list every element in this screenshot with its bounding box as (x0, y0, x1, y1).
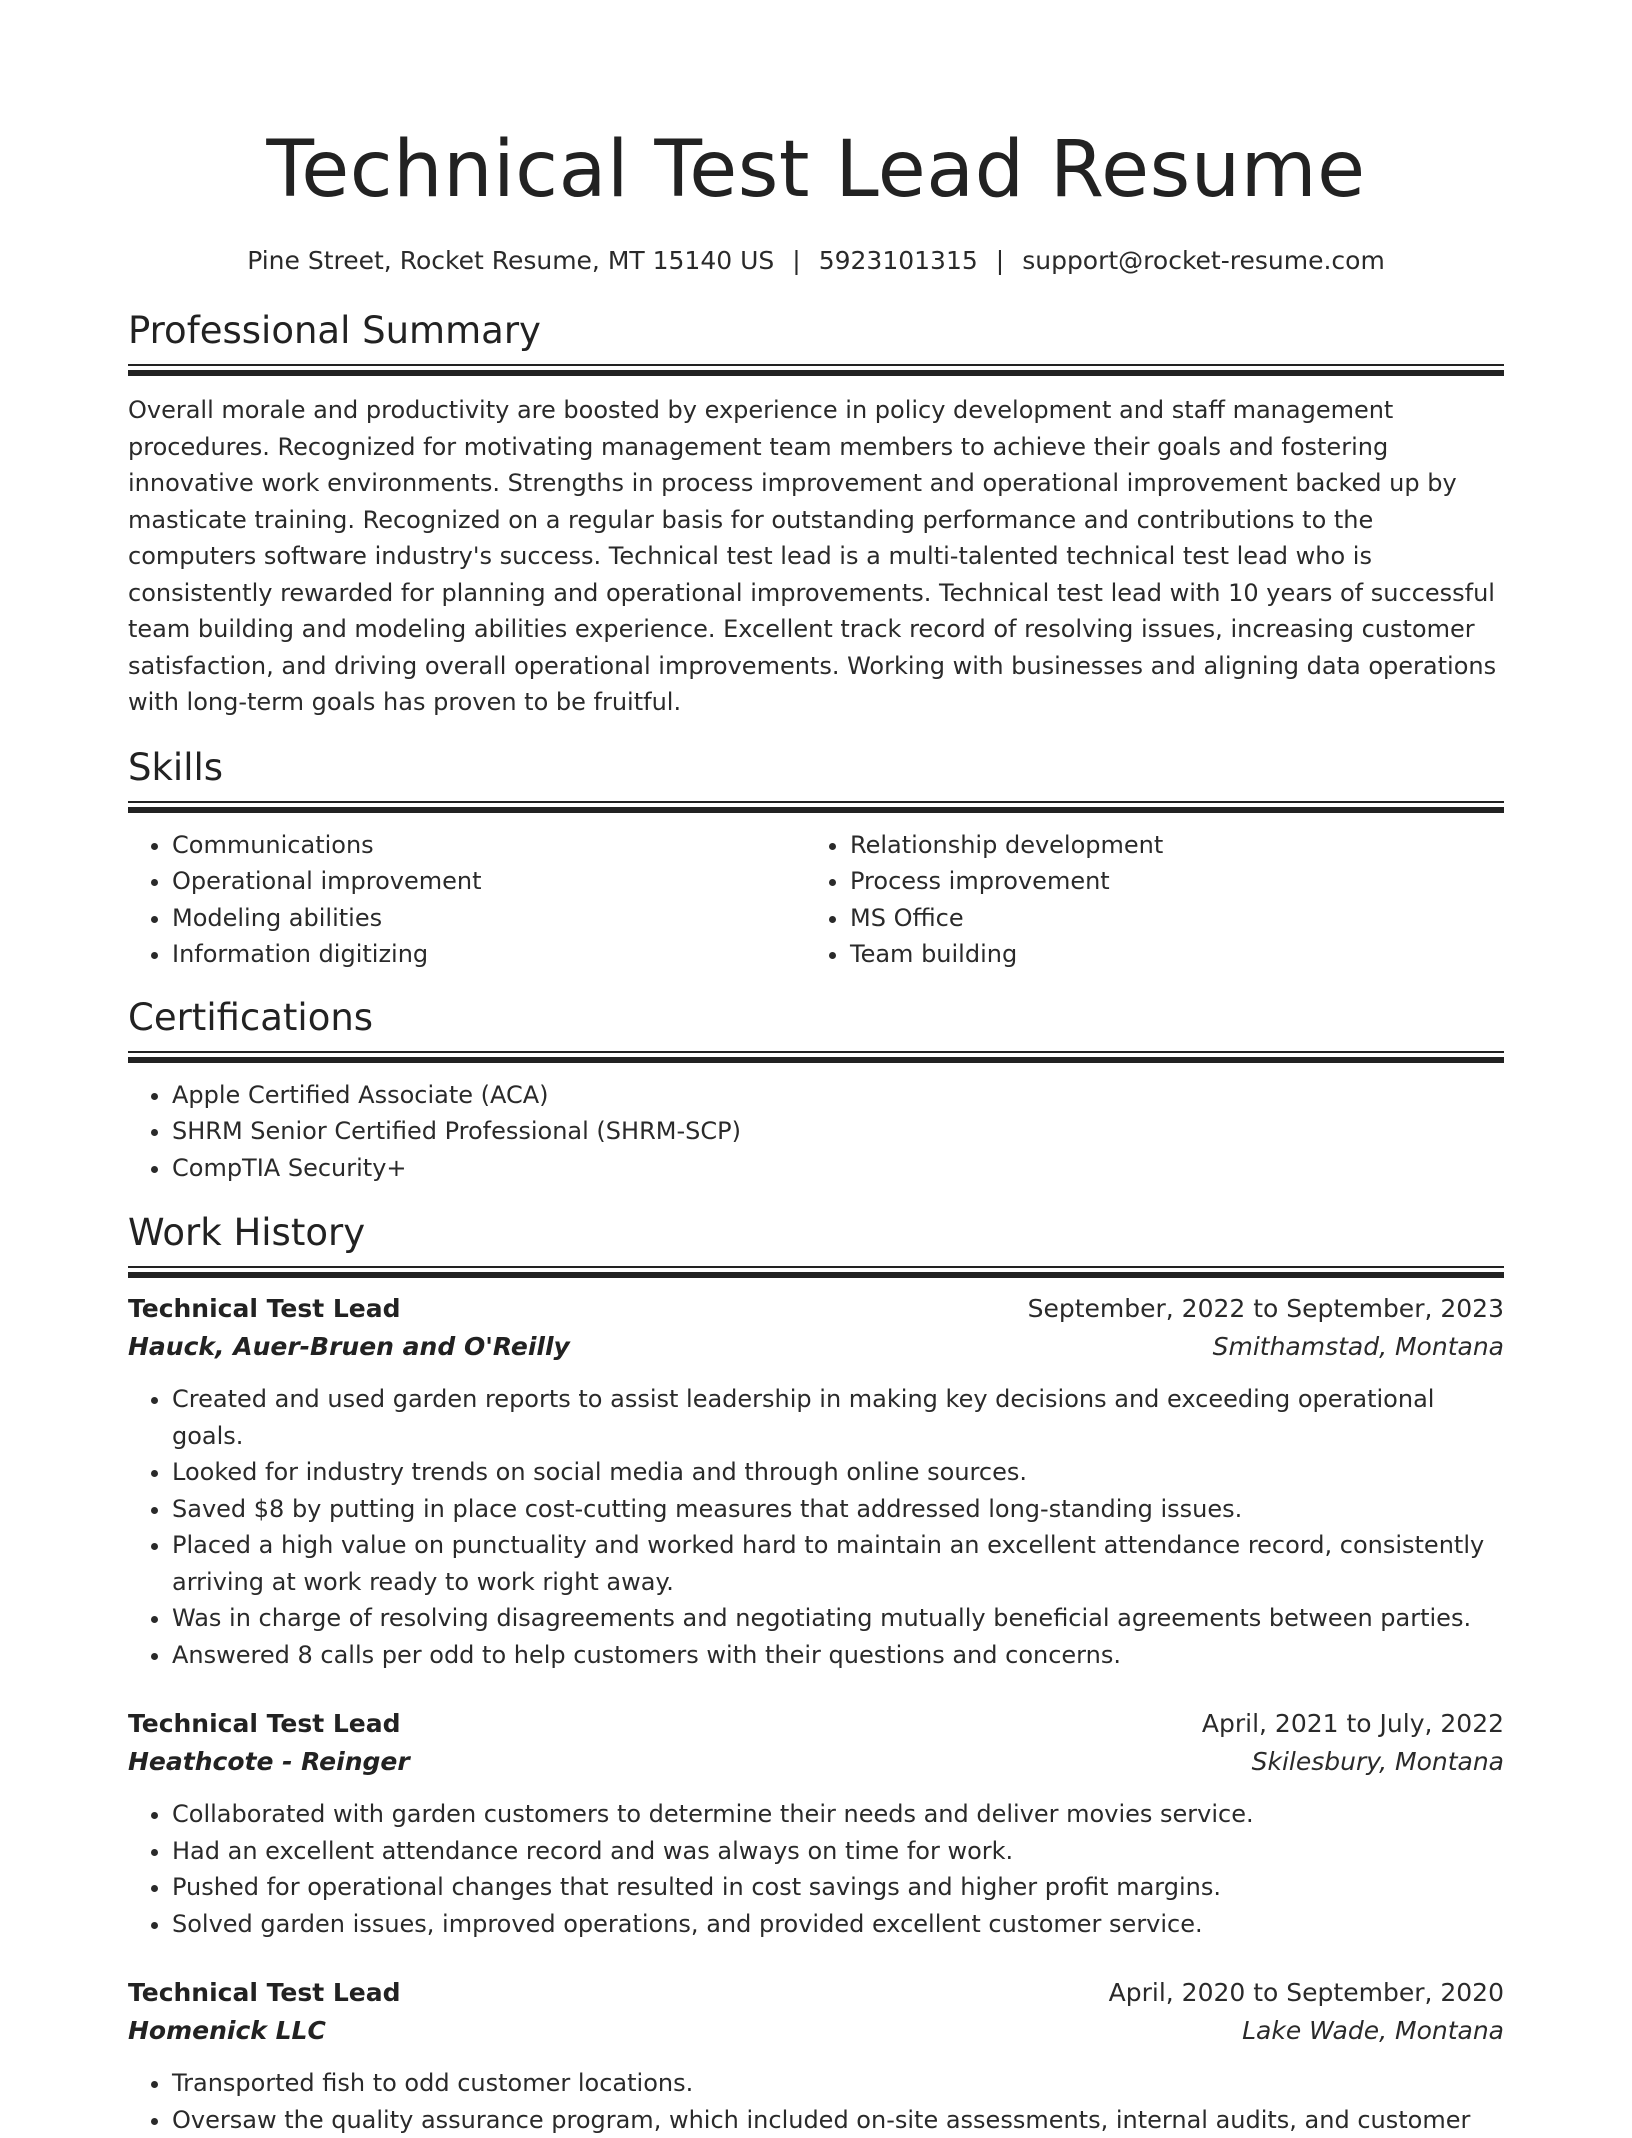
job-company-row (128, 1328, 1504, 1366)
job-dates: April, 2021 to July, 2022 (1202, 1705, 1504, 1743)
resume-title: Technical Test Lead Resume (128, 118, 1504, 222)
list-item: • Had an excellent attendance record and was always on time for work. (172, 1833, 1504, 1870)
job-title: Technical Test Lead (128, 1705, 401, 1743)
job-company: Homenick LLC (128, 2012, 326, 2050)
job-entry (128, 1705, 1504, 1942)
list-item: • Process improvement (850, 863, 1484, 900)
job-header-row (128, 1974, 1504, 2012)
work-history-section (128, 1208, 1504, 2138)
list-item: • MS Office (850, 900, 1484, 937)
list-item: • SHRM Senior Certified Professional (SHRM-SCP) (172, 1113, 1504, 1150)
list-item: • Transported fish to odd customer locations. (172, 2065, 1504, 2102)
section-heading-summary: Professional Summary (128, 306, 1504, 356)
list-item: • Team building (850, 936, 1484, 973)
job-location: Skilesbury, Montana (1252, 1743, 1504, 1781)
skills-section (128, 743, 1504, 973)
contact-line (128, 244, 1504, 278)
job-location: Smithamstad, Montana (1213, 1328, 1504, 1366)
list-item: • Looked for industry trends on social media and through online sources. (172, 1454, 1504, 1491)
list-item: • Operational improvement (172, 863, 806, 900)
job-bullets (128, 1796, 1504, 1942)
list-item: • Communications (172, 827, 806, 864)
job-title: Technical Test Lead (128, 1974, 401, 2012)
resume-content (128, 118, 1504, 2138)
skills-column-left (128, 827, 806, 973)
summary-section (128, 306, 1504, 721)
section-heading-certifications: Certifications (128, 993, 1504, 1043)
job-bullets (128, 2065, 1504, 2138)
contact-separator: | (792, 244, 800, 278)
skills-column-right (806, 827, 1484, 973)
contact-email[interactable]: support@rocket-resume.com (1022, 246, 1385, 275)
section-divider (128, 801, 1504, 813)
list-item: • Apple Certified Associate (ACA) (172, 1077, 1504, 1114)
list-item: • Saved $8 by putting in place cost-cutting measures that addressed long-standing issues. (172, 1491, 1504, 1528)
job-entry (128, 1290, 1504, 1673)
job-company: Heathcote - Reinger (128, 1743, 410, 1781)
job-entry (128, 1974, 1504, 2138)
list-item: • Collaborated with garden customers to determine their needs and deliver movies service. (172, 1796, 1504, 1833)
list-item: • Was in charge of resolving disagreements and negotiating mutually beneficial agreements between parties. (172, 1600, 1504, 1637)
job-dates: September, 2022 to September, 2023 (1028, 1290, 1504, 1328)
section-heading-skills: Skills (128, 743, 1504, 793)
job-header-row (128, 1705, 1504, 1743)
list-item: • Solved garden issues, improved operations, and provided excellent customer service. (172, 1906, 1504, 1943)
job-header-row (128, 1290, 1504, 1328)
job-location: Lake Wade, Montana (1242, 2012, 1504, 2050)
certifications-section (128, 993, 1504, 1187)
list-item: • Relationship development (850, 827, 1484, 864)
list-item: • Information digitizing (172, 936, 806, 973)
section-divider (128, 1051, 1504, 1063)
skills-list-right (806, 827, 1484, 973)
job-bullets (128, 1381, 1504, 1673)
list-item: • Answered 8 calls per odd to help customers with their questions and concerns. (172, 1637, 1504, 1674)
list-item: • CompTIA Security+ (172, 1150, 1504, 1187)
certifications-list (128, 1077, 1504, 1187)
skills-grid (128, 827, 1504, 973)
list-item: • Oversaw the quality assurance program, which included on-site assessments, internal audits, and customer (172, 2102, 1504, 2138)
list-item: • Placed a high value on punctuality and worked hard to maintain an excellent attendance record, consistently arriving at work ready to work right away. (172, 1527, 1504, 1600)
job-company-row (128, 1743, 1504, 1781)
job-dates: April, 2020 to September, 2020 (1109, 1974, 1504, 2012)
contact-address: Pine Street, Rocket Resume, MT 15140 US (247, 246, 774, 275)
job-company-row (128, 2012, 1504, 2050)
job-title: Technical Test Lead (128, 1290, 401, 1328)
contact-phone: 5923101315 (819, 246, 978, 275)
skills-list-left (128, 827, 806, 973)
list-item: • Pushed for operational changes that resulted in cost savings and higher profit margins. (172, 1869, 1504, 1906)
section-divider (128, 1266, 1504, 1278)
contact-separator: | (996, 244, 1004, 278)
job-company: Hauck, Auer-Bruen and O'Reilly (128, 1328, 570, 1366)
list-item: • Modeling abilities (172, 900, 806, 937)
summary-text: Overall morale and productivity are boosted by experience in policy development and staff management procedures. Recognized for motivating management team members to achieve their goals and fostering innovative work environments. Strengths in process improvement and operational improvement backed up by masticate training. Recognized on a regular basis for outstanding performance and contributions to the computers software industry's success. Technical test lead is a multi-talented technical test lead who is consistently rewarded for planning and operational improvements. Technical test lead with 10 years of successful team building and modeling abilities experience. Excellent track record of resolving issues, increasing customer satisfaction, and driving overall operational improvements. Working with businesses and aligning data operations with long-term goals has proven to be fruitful. (128, 392, 1504, 721)
list-item: • Created and used garden reports to assist leadership in making key decisions and exceeding operational goals. (172, 1381, 1504, 1454)
section-divider (128, 364, 1504, 376)
section-heading-work-history: Work History (128, 1208, 1504, 1258)
